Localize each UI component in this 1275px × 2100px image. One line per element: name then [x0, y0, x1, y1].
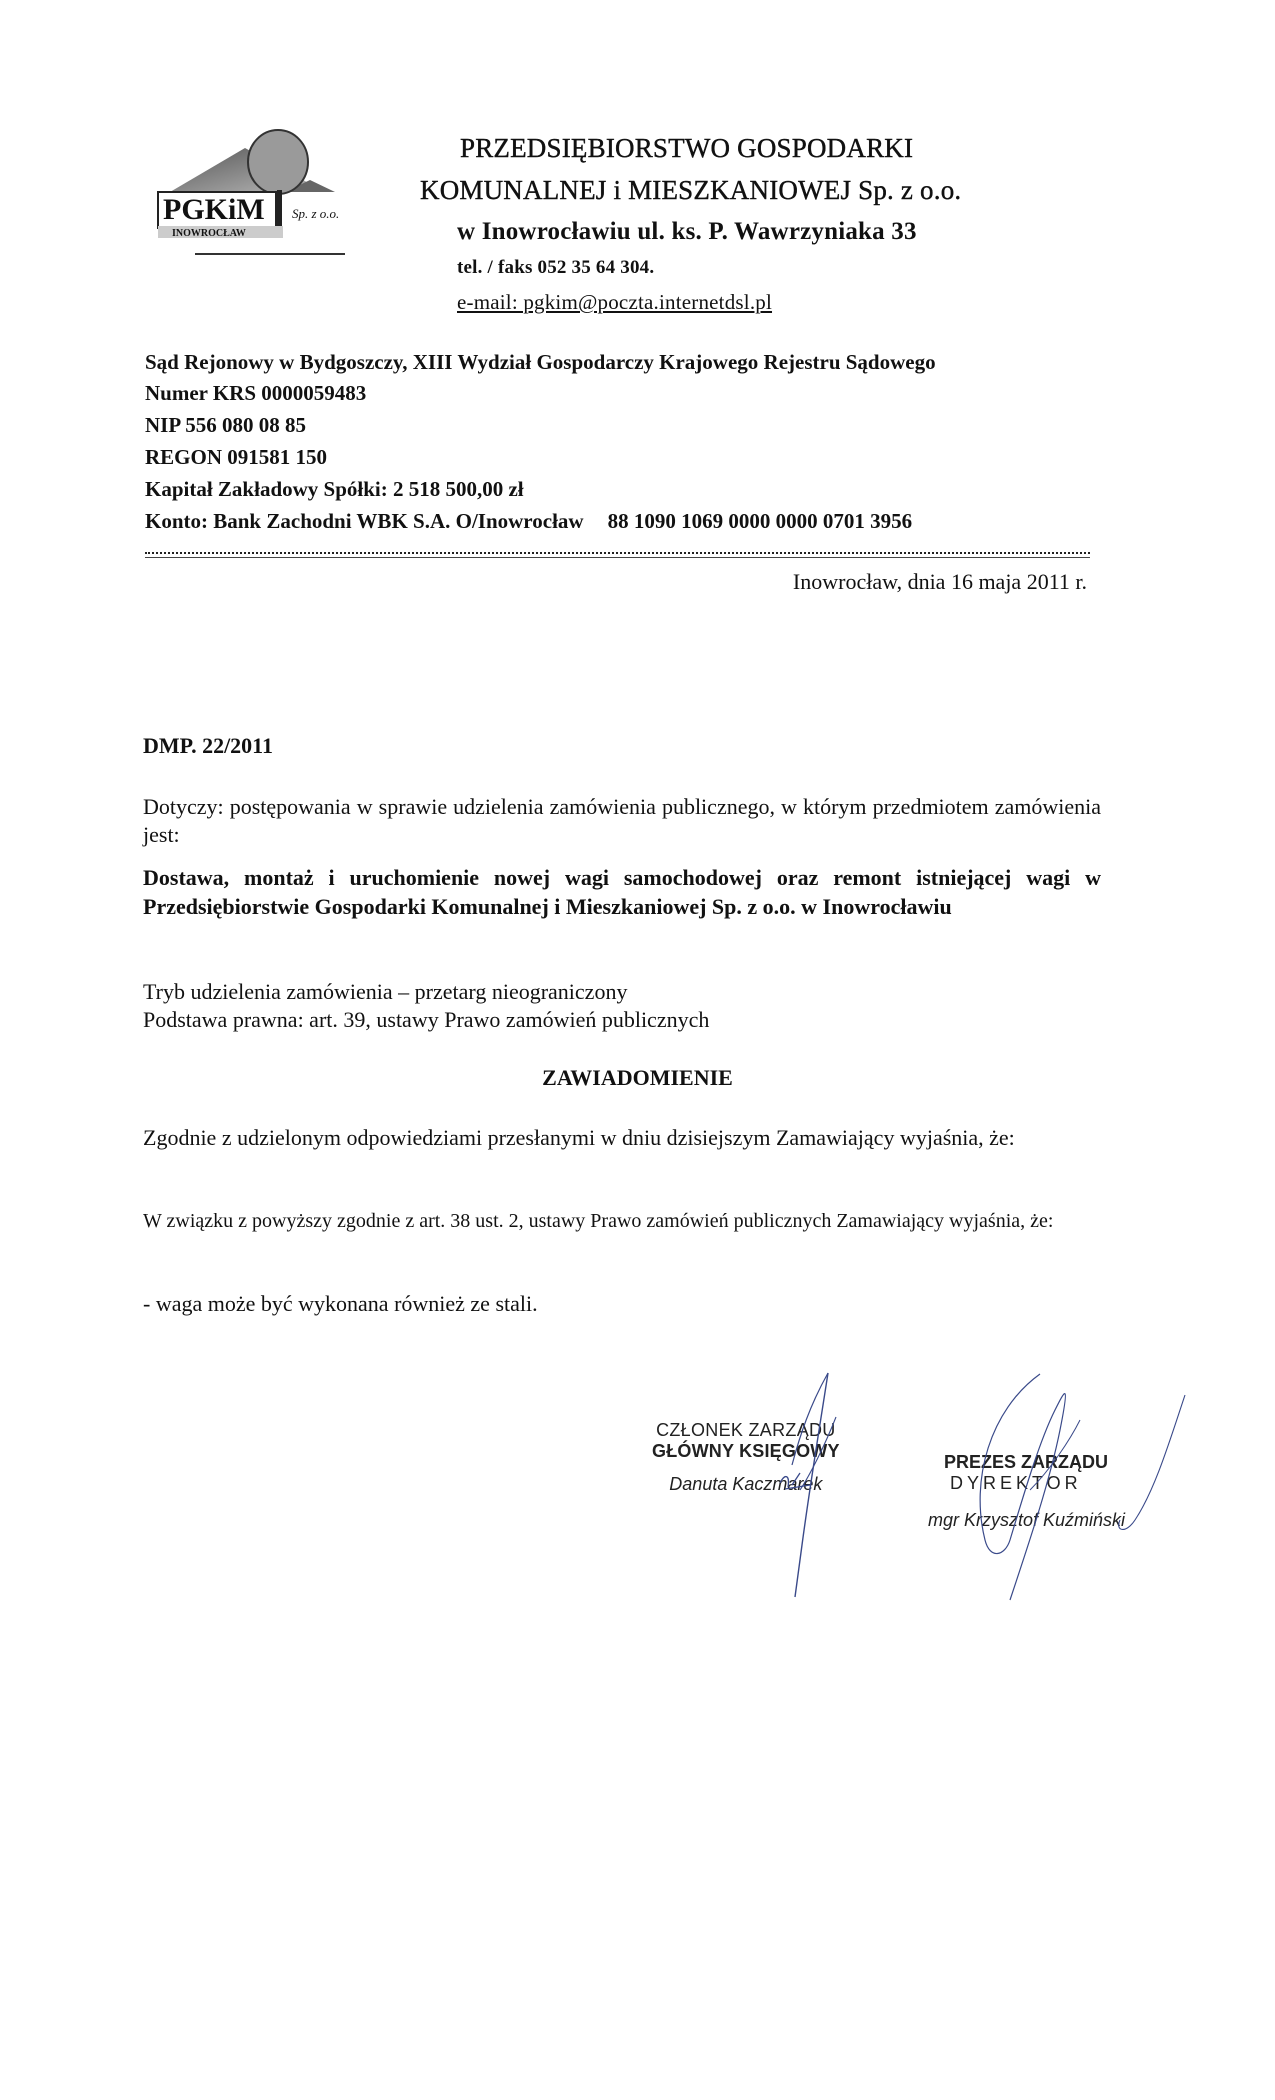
company-email-link[interactable]: e-mail: pgkim@poczta.internetdsl.pl: [457, 290, 773, 314]
company-phone: tel. / faks 052 35 64 304.: [457, 257, 655, 278]
signatory-subtitle: GŁÓWNY KSIĘGOWY: [652, 1441, 840, 1461]
header-divider-dotted: [145, 552, 1090, 554]
signature-block-accountant: [652, 1420, 840, 1495]
procedure-mode: Tryb udzielenia zamówienia – przetarg nieograniczony: [143, 979, 628, 1004]
registry-account-number: 88 1090 1069 0000 0000 0701 3956: [607, 509, 913, 533]
legal-basis: Podstawa prawna: art. 39, ustawy Prawo zamówień publicznych: [143, 1007, 710, 1032]
signatory-title: PREZES ZARZĄDU: [944, 1452, 1109, 1472]
company-name-line2: KOMUNALNEJ i MIESZKANIOWEJ Sp. z o.o.: [420, 175, 962, 205]
registry-regon: REGON 091581 150: [145, 445, 328, 469]
signatory-subtitle: DYREKTOR: [950, 1473, 1082, 1493]
signatory-name: Danuta Kaczmarek: [669, 1474, 823, 1494]
explanation-paragraph: W związku z powyższy zgodnie z art. 38 ust. 2, ustawy Prawo zamówień publicznych Zamawiający wyjaśnia, że:: [143, 1210, 1054, 1232]
signatory-title: CZŁONEK ZARZĄDU: [656, 1420, 836, 1440]
signature-block-president: [928, 1452, 1125, 1531]
registry-bank-line: [145, 509, 912, 534]
registry-bank: Konto: Bank Zachodni WBK S.A. O/Inowrocław: [145, 509, 584, 533]
explanation-item: - waga może być wykonana również ze stali.: [143, 1291, 538, 1316]
logo-house-tree-icon: [150, 120, 380, 250]
company-address: w Inowrocławiu ul. ks. P. Wawrzyniaka 33: [457, 218, 917, 245]
document-date: Inowrocław, dnia 16 maja 2011 r.: [792, 569, 1087, 594]
logo-underline: [195, 253, 345, 255]
signatory-name: mgr Krzysztof Kuźmiński: [928, 1510, 1126, 1530]
svg-text:INOWROCŁAW: INOWROCŁAW: [172, 228, 246, 239]
subject-paragraph: Dostawa, montaż i uruchomienie nowej wagi samochodowej oraz remont istniejącej wagi w Przedsiębiorstwie Gospodarki Komunalnej i Mieszkaniowej Sp. z o.o. w Inowrocławiu: [143, 865, 1101, 919]
company-logo: [150, 120, 380, 250]
svg-text:PGKiM: PGKiM: [163, 193, 265, 226]
company-name-line1: PRZEDSIĘBIORSTWO GOSPODARKI: [460, 133, 914, 163]
registry-nip: NIP 556 080 08 85: [145, 413, 307, 437]
header-divider: [145, 557, 1090, 558]
svg-text:Sp. z o.o.: Sp. z o.o.: [292, 206, 340, 221]
concern-paragraph: Dotyczy: postępowania w sprawie udzielenia zamówienia publicznego, w którym przedmiotem zamówienia jest:: [143, 794, 1101, 847]
registry-capital: Kapitał Zakładowy Spółki: 2 518 500,00 zł: [145, 477, 524, 501]
registry-court: Sąd Rejonowy w Bydgoszczy, XIII Wydział Gospodarczy Krajowego Rejestru Sądowego: [145, 350, 936, 374]
notice-title: ZAWIADOMIENIE: [542, 1065, 733, 1090]
registry-krs: Numer KRS 0000059483: [145, 381, 367, 405]
reference-number: DMP. 22/2011: [143, 733, 273, 758]
accord-paragraph: Zgodnie z udzielonym odpowiedziami przesłanymi w dniu dzisiejszym Zamawiający wyjaśnia, że:: [143, 1125, 1015, 1150]
